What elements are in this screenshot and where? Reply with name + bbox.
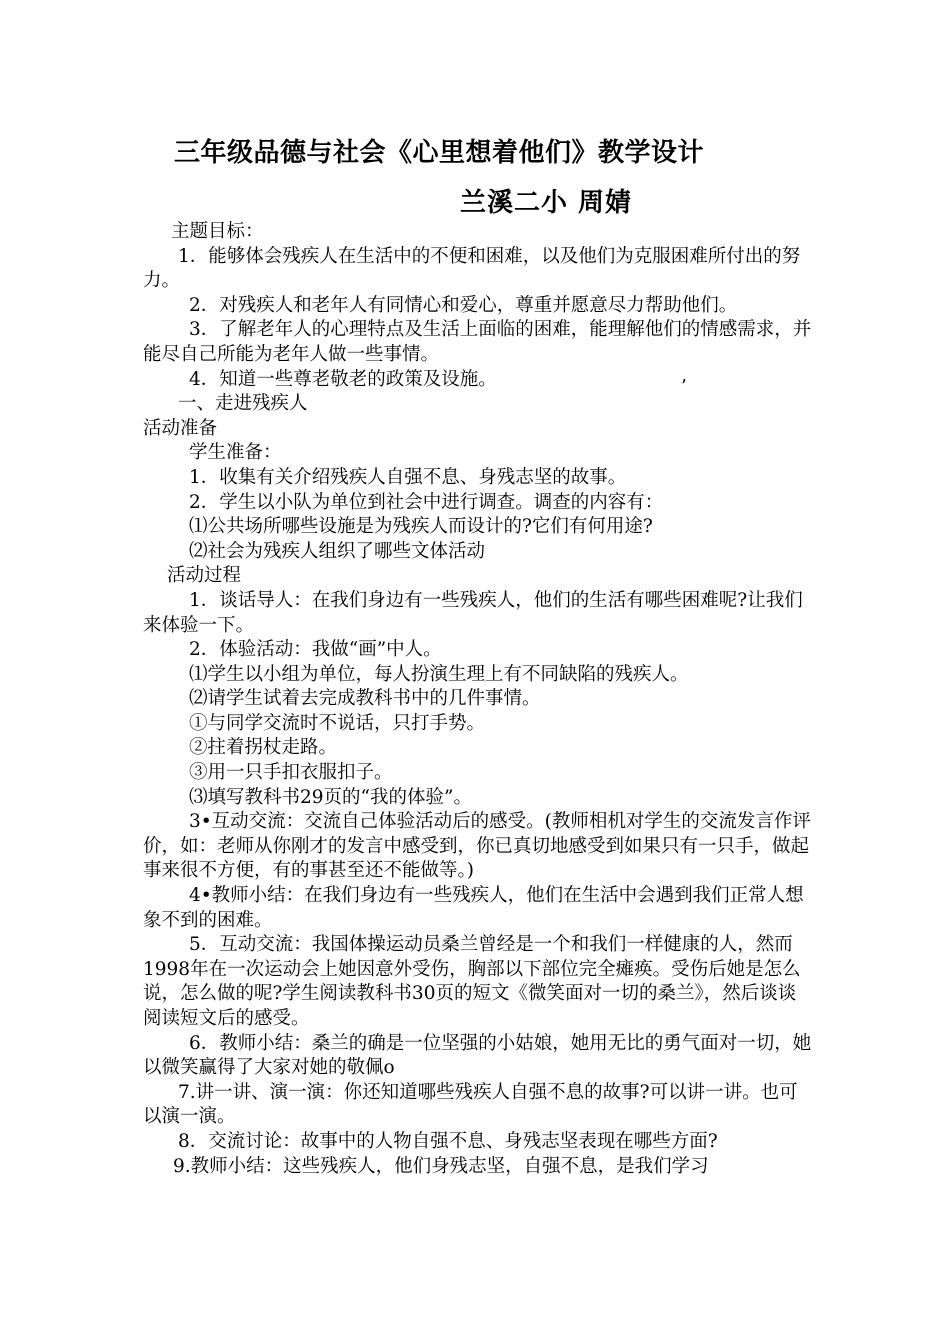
goal-item-3: 3．了解老年人的心理特点及生活上面临的困难，能理解他们的情感需求，并能尽自己所能为老年人做一些事情。 bbox=[143, 319, 812, 365]
process-item-2: 2．体验活动：我做“画”中人。 bbox=[189, 639, 442, 661]
section-heading-preparation: 活动准备 bbox=[143, 417, 218, 439]
process-item-6: 6．教师小结：桑兰的确是一位坚强的小姑娘，她用无比的勇气面对一切，她以微笑赢得了大家对她的敬佩o bbox=[143, 1032, 812, 1079]
process-item-4: 4•教师小结：在我们身边有一些残疾人，他们在生活中会遇到我们正常人想象不到的困难。 bbox=[143, 885, 804, 931]
document-title: 三年级品德与社会《心里想着他们》教学设计 bbox=[174, 138, 705, 168]
process-subitem-1: ⑴学生以小组为单位，每人扮演生理上有不同缺陷的残疾人。 bbox=[189, 663, 689, 685]
student-preparation-heading: 学生准备： bbox=[189, 442, 282, 464]
preparation-item-1: 1．收集有关介绍残疾人自强不息、身残志坚的故事。 bbox=[189, 466, 627, 488]
process-item-9: 9.教师小结：这些残疾人，他们身残志坚，自强不息，是我们学习 bbox=[173, 1155, 709, 1177]
document-author: 兰溪二小 周婧 bbox=[460, 188, 633, 218]
goal-item-2: 2．对残疾人和老年人有同情心和爱心，尊重并愿意尽力帮助他们。 bbox=[189, 294, 738, 316]
preparation-subitem-2: ⑵社会为残疾人组织了哪些文体活动 bbox=[189, 540, 486, 562]
process-task-3: ③用一只手扣衣服扣子。 bbox=[189, 762, 393, 784]
process-task-1: ①与同学交流时不说话，只打手势。 bbox=[189, 712, 486, 734]
section-heading-process: 活动过程 bbox=[167, 565, 242, 587]
process-item-3: 3•互动交流：交流自己体验活动后的感受。(教师相机对学生的交流发言作评价，如：老师从你刚才的发言中感受到，你已真切地感受到如果只有一只手，做起事来很不方便，有的事甚至还不能做等。) bbox=[143, 811, 811, 882]
goal-item-4: 4．知道一些尊老敬老的政策及设施。 bbox=[189, 368, 497, 390]
process-subitem-2: ⑵请学生试着去完成教科书中的几件事情。 bbox=[189, 688, 541, 710]
process-item-7: 7.讲一讲、演一演：你还知道哪些残疾人自强不息的故事?可以讲一讲。也可以演一演。 bbox=[143, 1081, 798, 1128]
process-item-8: 8．交流讨论：故事中的人物自强不息、身残志坚表现在哪些方面? bbox=[178, 1130, 718, 1152]
document-body bbox=[143, 220, 813, 1179]
process-task-2: ②拄着拐杖走路。 bbox=[189, 737, 338, 759]
preparation-subitem-1: ⑴公共场所哪些设施是为残疾人而设计的?它们有何用途? bbox=[189, 516, 653, 538]
process-item-5: 5．互动交流：我国体操运动员桑兰曾经是一个和我们一样健康的人，然而1998年在一次运动会上她因意外受伤，胸部以下部位完全瘫痪。受伤后她是怎么说，怎么做的呢?学生阅读教科书30页的短文《微笑面对一切的桑兰》，然后谈谈阅读短文后的感受。 bbox=[143, 934, 801, 1029]
process-subitem-3: ⑶填写教科书29页的“我的体验”。 bbox=[189, 786, 472, 808]
section-heading-part-1: 一、走进残疾人 bbox=[178, 393, 308, 415]
section-heading-goals: 主题目标： bbox=[171, 221, 264, 242]
preparation-item-2: 2．学生以小队为单位到社会中进行调查。调查的内容有： bbox=[189, 491, 664, 513]
process-item-1: 1．谈话导人：在我们身边有一些残疾人，他们的生活有哪些困难呢?让我们来体验一下。 bbox=[143, 589, 803, 636]
goal-item-1: 1．能够体会残疾人在生活中的不便和困难，以及他们为克服困难所付出的努力。 bbox=[143, 245, 801, 292]
stray-mark: ’ bbox=[681, 376, 687, 397]
